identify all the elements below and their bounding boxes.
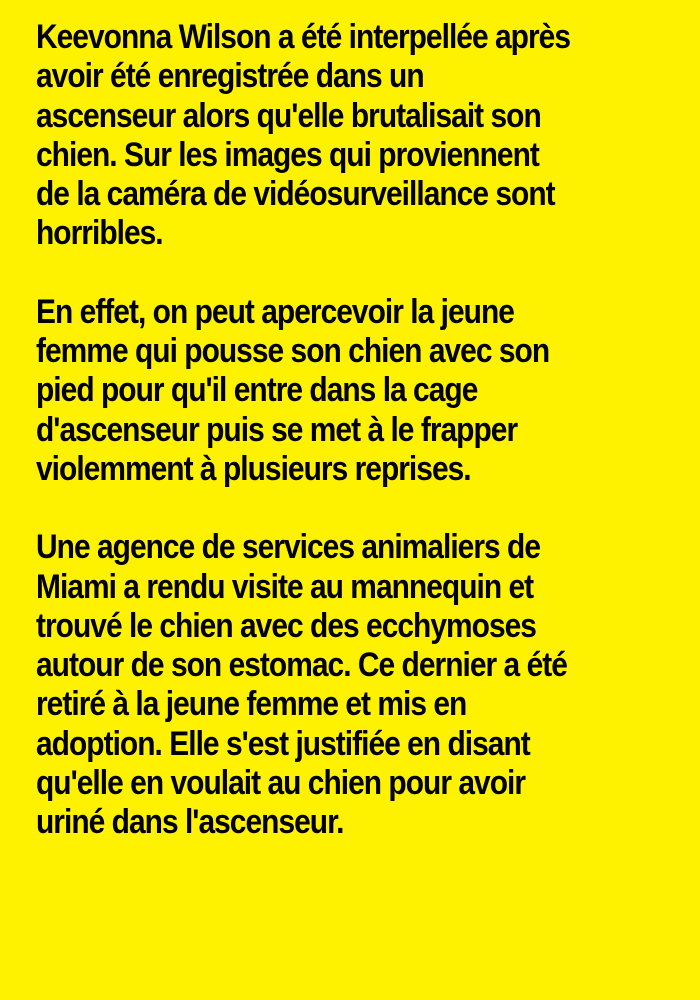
paragraph-1: Keevonna Wilson a été interpellée après avoir été enregistrée dans un ascenseur alors qu'elle brutalisait son chien. Sur les images qui proviennent de la caméra de vidéosurveillance sont horribles. <box>36 18 570 253</box>
paragraph-spacer <box>36 489 680 528</box>
paragraph-2: En effet, on peut apercevoir la jeune femme qui pousse son chien avec son pied pour qu'il entre dans la cage d'ascenseur puis se met à le frapper violemment à plusieurs reprises. <box>36 292 550 488</box>
paragraph-3: Une agence de services animaliers de Miami a rendu visite au mannequin et trouvé le chien avec des ecchymoses autour de son estomac. Ce dernier a été retiré à la jeune femme et mis en adoption. Elle s'est justifiée en disant qu'elle en voulait au chien pour avoir uriné dans l'ascenseur. <box>36 528 567 842</box>
paragraph-spacer <box>36 254 680 293</box>
